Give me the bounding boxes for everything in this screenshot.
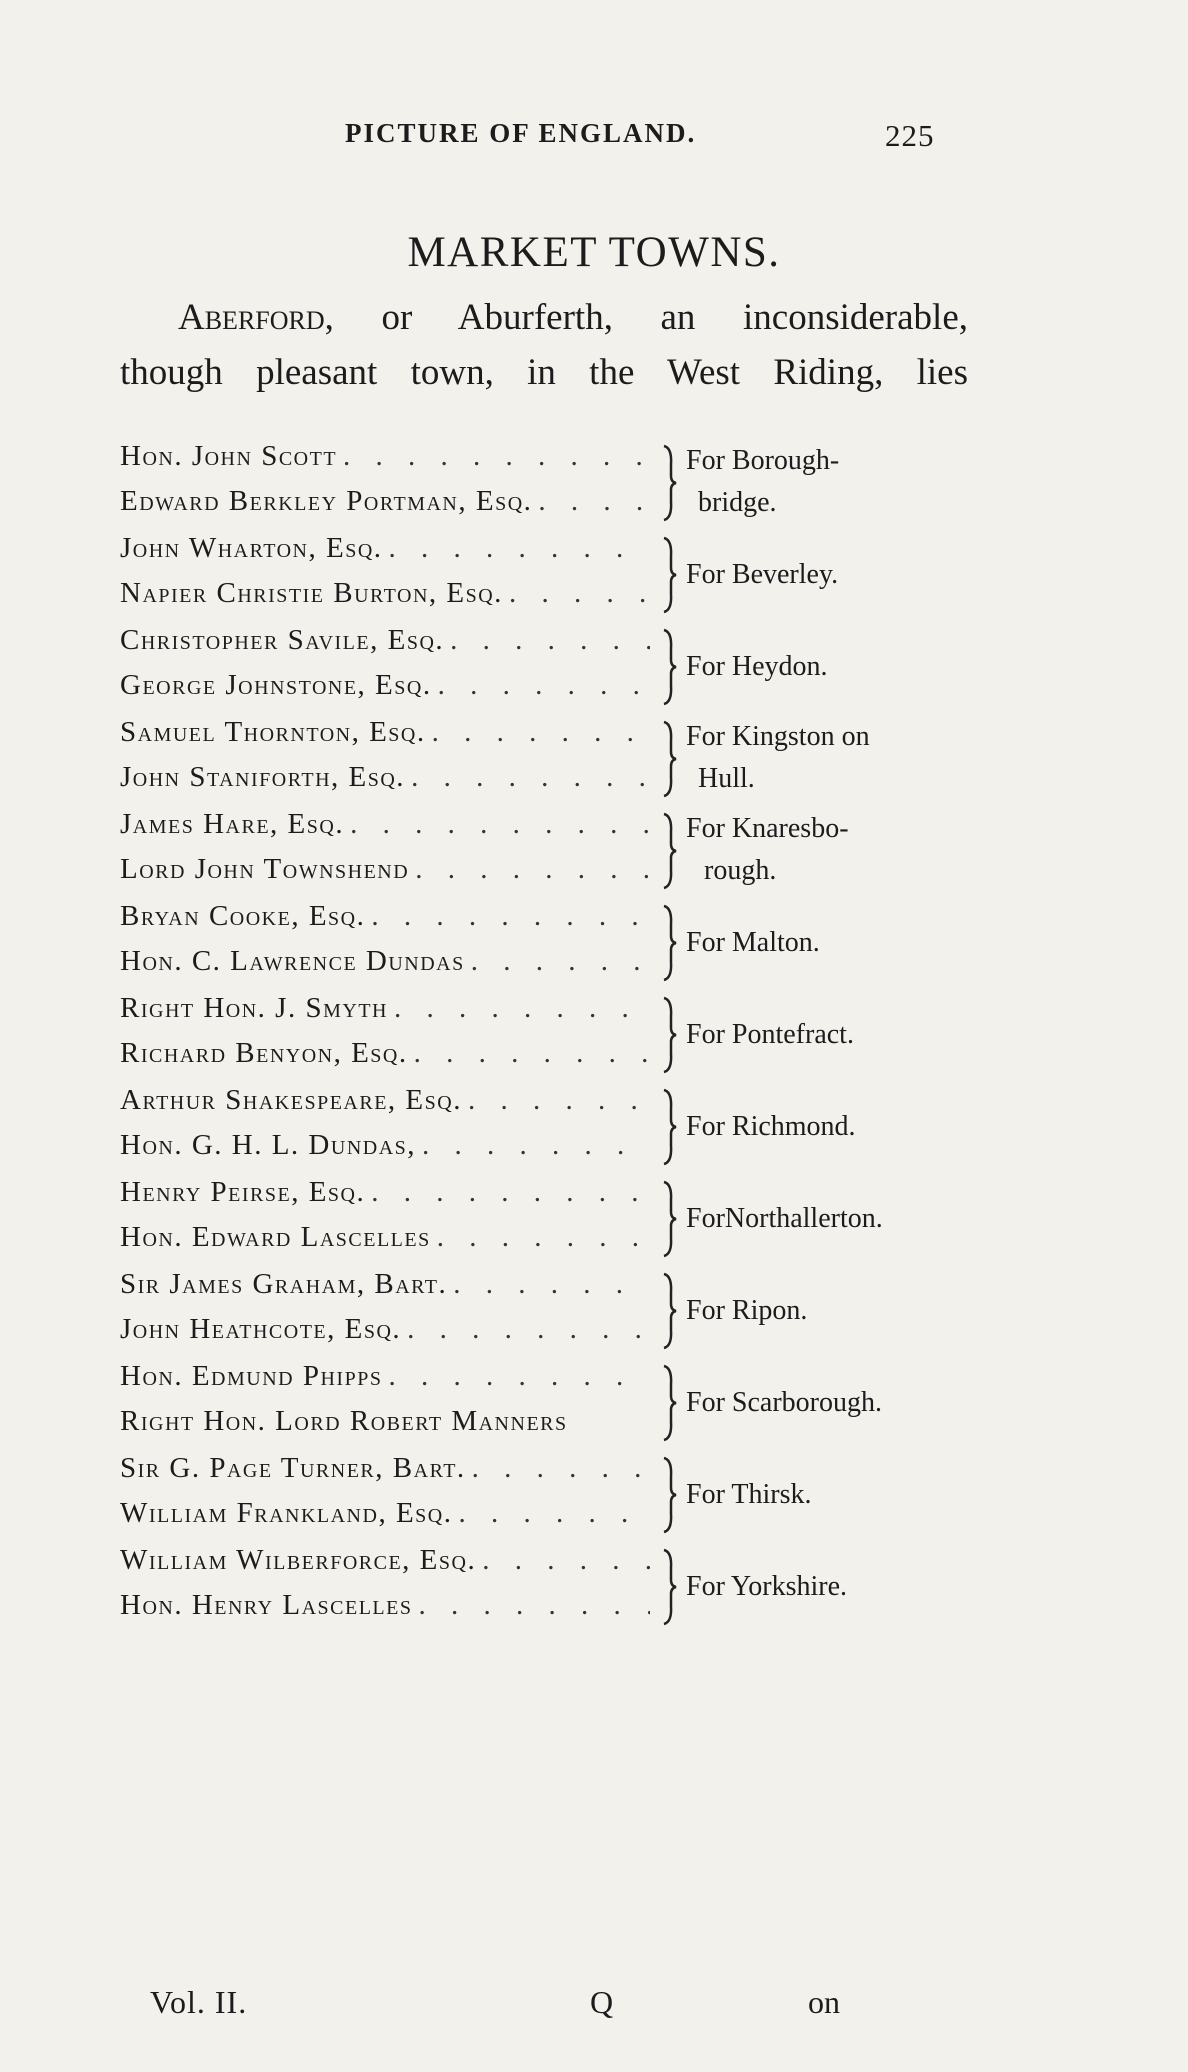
section-heading: MARKET TOWNS.: [407, 229, 781, 276]
borough-brace: [660, 716, 1100, 804]
borough-line: For Knaresbo-: [686, 813, 849, 844]
borough-brace: [660, 808, 1100, 896]
member-name: Edward Berkley Portman, Esq.: [120, 485, 533, 517]
dot-leader: [371, 900, 650, 933]
member-name: Right Hon. J. Smyth: [120, 992, 388, 1024]
dot-leader: [414, 1037, 650, 1070]
dot-leader: [468, 1084, 650, 1117]
member-row: [120, 1405, 650, 1451]
borough-label: For Thirsk.: [686, 1479, 812, 1510]
borough-brace: [660, 1452, 1100, 1540]
dot-leader: [509, 577, 650, 610]
dot-leader: [538, 485, 650, 518]
member-row: [120, 853, 650, 899]
paragraph-lead-word: Aberford,: [178, 297, 334, 338]
catchword: on: [808, 1984, 840, 2020]
volume-mark: Vol. II.: [150, 1984, 248, 2020]
dot-leader: [343, 440, 650, 473]
member-row: [120, 1497, 650, 1543]
brace-icon: [660, 536, 678, 614]
member-row: [120, 992, 650, 1038]
brace-icon: [660, 720, 678, 798]
member-row: [120, 485, 650, 531]
borough-brace: [660, 440, 1100, 528]
borough-label: ForNorthallerton.: [686, 1203, 883, 1234]
borough-label: [686, 440, 839, 524]
member-name: Sir James Graham, Bart.: [120, 1268, 448, 1300]
member-name: Lord John Townshend: [120, 853, 410, 885]
brace-icon: [660, 812, 678, 890]
borough-brace: [660, 900, 1100, 988]
member-row: [120, 945, 650, 991]
page-number: 225: [885, 118, 935, 153]
dot-leader: [471, 945, 650, 978]
paragraph-line-2: though pleasant town, in the West Riding, lies: [120, 352, 968, 393]
member-row: [120, 716, 650, 762]
member-row: [120, 1084, 650, 1130]
borough-label: For Yorkshire.: [686, 1571, 848, 1602]
member-name: James Hare, Esq.: [120, 808, 345, 840]
borough-line: For Borough-: [686, 445, 840, 476]
brace-icon: [660, 1180, 678, 1258]
member-name: Hon. John Scott: [120, 440, 338, 472]
member-name: Bryan Cooke, Esq.: [120, 900, 366, 932]
dot-leader: [438, 669, 650, 702]
member-row: [120, 808, 650, 854]
brace-icon: [660, 444, 678, 522]
member-row: [120, 1589, 650, 1635]
dot-leader: [472, 1452, 650, 1485]
brace-icon: [660, 1364, 678, 1442]
dot-leader: [450, 624, 650, 657]
member-row: [120, 577, 650, 623]
member-name: Hon. Henry Lascelles: [120, 1589, 413, 1621]
borough-brace: [660, 1176, 1100, 1264]
member-row: [120, 1313, 650, 1359]
member-row: [120, 1129, 650, 1175]
borough-label: For Heydon.: [686, 651, 828, 682]
dot-leader: [432, 716, 650, 749]
dot-leader: [482, 1544, 650, 1577]
member-row: [120, 761, 650, 807]
dot-leader: [371, 1176, 650, 1209]
paragraph-line-1-text: or Aburferth, an inconsiderable,: [333, 297, 968, 338]
member-row: [120, 1176, 650, 1222]
member-row: [120, 900, 650, 946]
signature-mark: Q: [590, 1984, 614, 2020]
member-name: John Staniforth, Esq.: [120, 761, 406, 793]
borough-label: For Ripon.: [686, 1295, 808, 1326]
member-row: [120, 624, 650, 670]
dot-leader: [350, 808, 650, 841]
brace-icon: [660, 1088, 678, 1166]
member-name: John Heathcote, Esq.: [120, 1313, 402, 1345]
brace-icon: [660, 1456, 678, 1534]
paragraph-line-1: [178, 296, 968, 339]
dot-leader: [437, 1221, 650, 1254]
brace-icon: [660, 904, 678, 982]
member-row: [120, 440, 650, 486]
dot-leader: [411, 761, 650, 794]
member-row: [120, 1268, 650, 1314]
member-row: [120, 1360, 650, 1406]
member-row: [120, 1037, 650, 1083]
brace-icon: [660, 1548, 678, 1626]
borough-brace: [660, 1544, 1100, 1632]
dot-leader: [389, 532, 650, 565]
borough-brace: [660, 992, 1100, 1080]
borough-label: For Beverley.: [686, 559, 839, 590]
borough-label: For Scarborough.: [686, 1387, 882, 1418]
member-name: Hon. C. Lawrence Dundas: [120, 945, 465, 977]
member-name: Hon. Edward Lascelles: [120, 1221, 431, 1253]
borough-line: Hull.: [698, 763, 755, 794]
brace-icon: [660, 996, 678, 1074]
borough-brace: [660, 1084, 1100, 1172]
borough-line: For Kingston on: [686, 721, 870, 752]
dot-leader: [422, 1129, 650, 1162]
member-row: [120, 1452, 650, 1498]
member-name: Napier Christie Burton, Esq.: [120, 577, 503, 609]
dot-leader: [458, 1497, 650, 1530]
member-name: William Frankland, Esq.: [120, 1497, 453, 1529]
member-name: Christopher Savile, Esq.: [120, 624, 445, 656]
member-name: Sir G. Page Turner, Bart.: [120, 1452, 466, 1484]
dot-leader: [418, 1589, 650, 1622]
member-name: George Johnstone, Esq.: [120, 669, 432, 701]
member-name: Henry Peirse, Esq.: [120, 1176, 366, 1208]
member-name: John Wharton, Esq.: [120, 532, 383, 564]
borough-label: For Pontefract.: [686, 1019, 854, 1050]
borough-brace: [660, 532, 1100, 620]
member-name: Samuel Thornton, Esq.: [120, 716, 426, 748]
member-name: Hon. G. H. L. Dundas,: [120, 1129, 417, 1161]
brace-icon: [660, 1272, 678, 1350]
member-name: Richard Benyon, Esq.: [120, 1037, 408, 1069]
borough-brace: [660, 1268, 1100, 1356]
member-name: Arthur Shakespeare, Esq.: [120, 1084, 462, 1116]
dot-leader: [415, 853, 650, 886]
running-title: PICTURE OF ENGLAND.: [345, 118, 697, 148]
borough-label: For Richmond.: [686, 1111, 856, 1142]
dot-leader: [407, 1313, 650, 1346]
borough-label: [686, 716, 870, 800]
dot-leader: [394, 992, 650, 1025]
dot-leader: [453, 1268, 650, 1301]
borough-label: [686, 808, 849, 892]
borough-line: rough.: [704, 855, 777, 886]
member-name: Right Hon. Lord Robert Manners: [120, 1405, 568, 1437]
member-row: [120, 532, 650, 578]
member-row: [120, 1544, 650, 1590]
member-name: William Wilberforce, Esq.: [120, 1544, 477, 1576]
member-name: Hon. Edmund Phipps: [120, 1360, 383, 1392]
member-row: [120, 1221, 650, 1267]
member-row: [120, 669, 650, 715]
brace-icon: [660, 628, 678, 706]
dot-leader: [388, 1360, 650, 1393]
borough-brace: [660, 624, 1100, 712]
borough-label: For Malton.: [686, 927, 820, 958]
borough-line: bridge.: [698, 487, 777, 518]
borough-brace: [660, 1360, 1100, 1448]
